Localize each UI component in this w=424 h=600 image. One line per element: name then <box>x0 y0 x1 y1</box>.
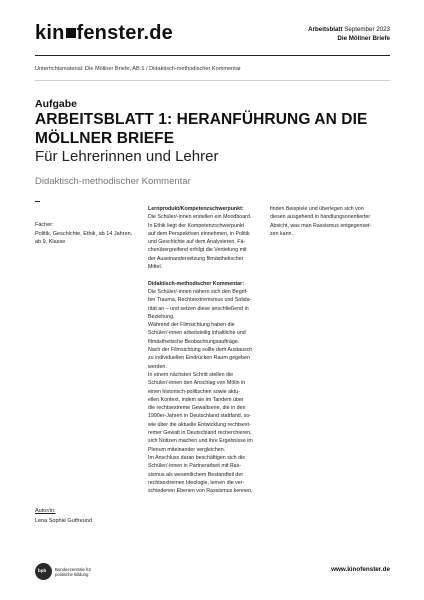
header-meta <box>308 26 390 43</box>
bpb-circle-icon: bpb <box>35 563 52 580</box>
page-subtitle: Für Lehrerinnen und Lehrer <box>35 148 219 165</box>
main-column-right <box>270 205 385 238</box>
subjects-line: ab 9. Klasse <box>35 239 66 245</box>
breadcrumb: Unterrichtsmaterial: Die Möllner Briefe, AB 1 / Didaktisch-methodischer Kommentar <box>35 66 241 72</box>
footer-url-link[interactable]: www.kinofenster.de <box>331 566 390 573</box>
header-divider <box>35 55 390 56</box>
bpb-text: Bundeszentrale für politische Bildung <box>55 567 92 578</box>
logo-text-end: fenster.de <box>76 22 173 44</box>
page-kicker: Didaktisch-methodischer Kommentar <box>35 176 191 187</box>
paragraph: Die Schüler/-innen nähern sich den Begrif- fen Trauma, Rechtsextremsmus und Solida- rität an – und setzen diese anschließend in Beziehung. <box>148 288 252 320</box>
sidebar-dash <box>35 201 40 202</box>
logo-square-icon <box>66 28 76 38</box>
doc-date: September 2023 <box>342 26 390 33</box>
subjects-line: Politik, Geschichte, Ethik, ab 14 Jahren, <box>35 230 133 237</box>
paragraph: Im Anschluss daran beschäftigen sich die Schüler/-innen in Partnerarbeit mit Ras- sismus als wesentlichem Bestandteil der rechtsextremen Ideologie, lernen die ver- schiedenen Ebenen von Rassismus kennen, <box>148 454 253 495</box>
paragraph: In einem nächsten Schritt stellen die Schüler/-innen den Anschlag von Mölln in einen historisch-politischen sowie aktu- ellen Kontext, indem sie im Tandem über die rechtsextreme Gewaltserie, die in den 1990er-Jahren in Deutschland stattfand, so- wie über die aktuelle Entwicklung rechtsext- remer Gewalt in Deutschland recherchieren, sich Notizen machen und ihre Ergebnisse im Plenum miteinander vergleichen. <box>148 371 253 453</box>
breadcrumb-divider <box>35 80 390 81</box>
author-name: Lena Sophie Gutfreund <box>35 518 92 524</box>
page-title <box>35 110 395 148</box>
paragraph: Die Schüler/-innen erstellen ein Moodboard. In Ethik liegt der Kompetenzschwerpunkt auf dem Perspektiven einnehmen, in Politik und Geschichte auf dem Analysieren. Fä- cherübergreifend erfolgt die Vertiefung mit der Auseinandersetzung filmästhetischer Mittel. <box>148 214 252 271</box>
kinofenster-logo[interactable] <box>35 22 173 45</box>
subjects-block <box>35 221 135 247</box>
main-column-left <box>148 205 263 495</box>
heading-lernprodukt: Lernprodukt/Kompetenzschwerpunkt: <box>148 206 244 212</box>
title-line-1: ARBEITSBLATT 1: HERANFÜHRUNG AN DIE <box>35 111 368 128</box>
paragraph: Während der Filmsichtung haben die Schüler/-innen arbeitsteilig inhaltliche und filmästhetische Beobachtungsaufträge. Nach der Filmsichtung sollte dem Austausch zu individuellen Eindrücken Raum gegeben werden. <box>148 322 253 370</box>
subjects-label: Fächer: <box>35 222 54 228</box>
author-label: Autor/in: <box>35 508 56 514</box>
logo-text-start: kin <box>35 22 65 44</box>
doc-type: Arbeitsblatt <box>308 26 343 33</box>
section-label: Aufgabe <box>35 98 77 110</box>
title-line-2: MÖLLNER BRIEFE <box>35 130 175 147</box>
doc-film-title: Die Möllner Briefe <box>337 34 390 42</box>
paragraph: finden Beispiele und überlegen sich von diesen ausgehend in handlungsorientierter Absicht, was man Rassismus entgegenset- zen kann. <box>270 206 372 237</box>
heading-kommentar: Didaktisch-methodischer Kommentar: <box>148 280 244 287</box>
